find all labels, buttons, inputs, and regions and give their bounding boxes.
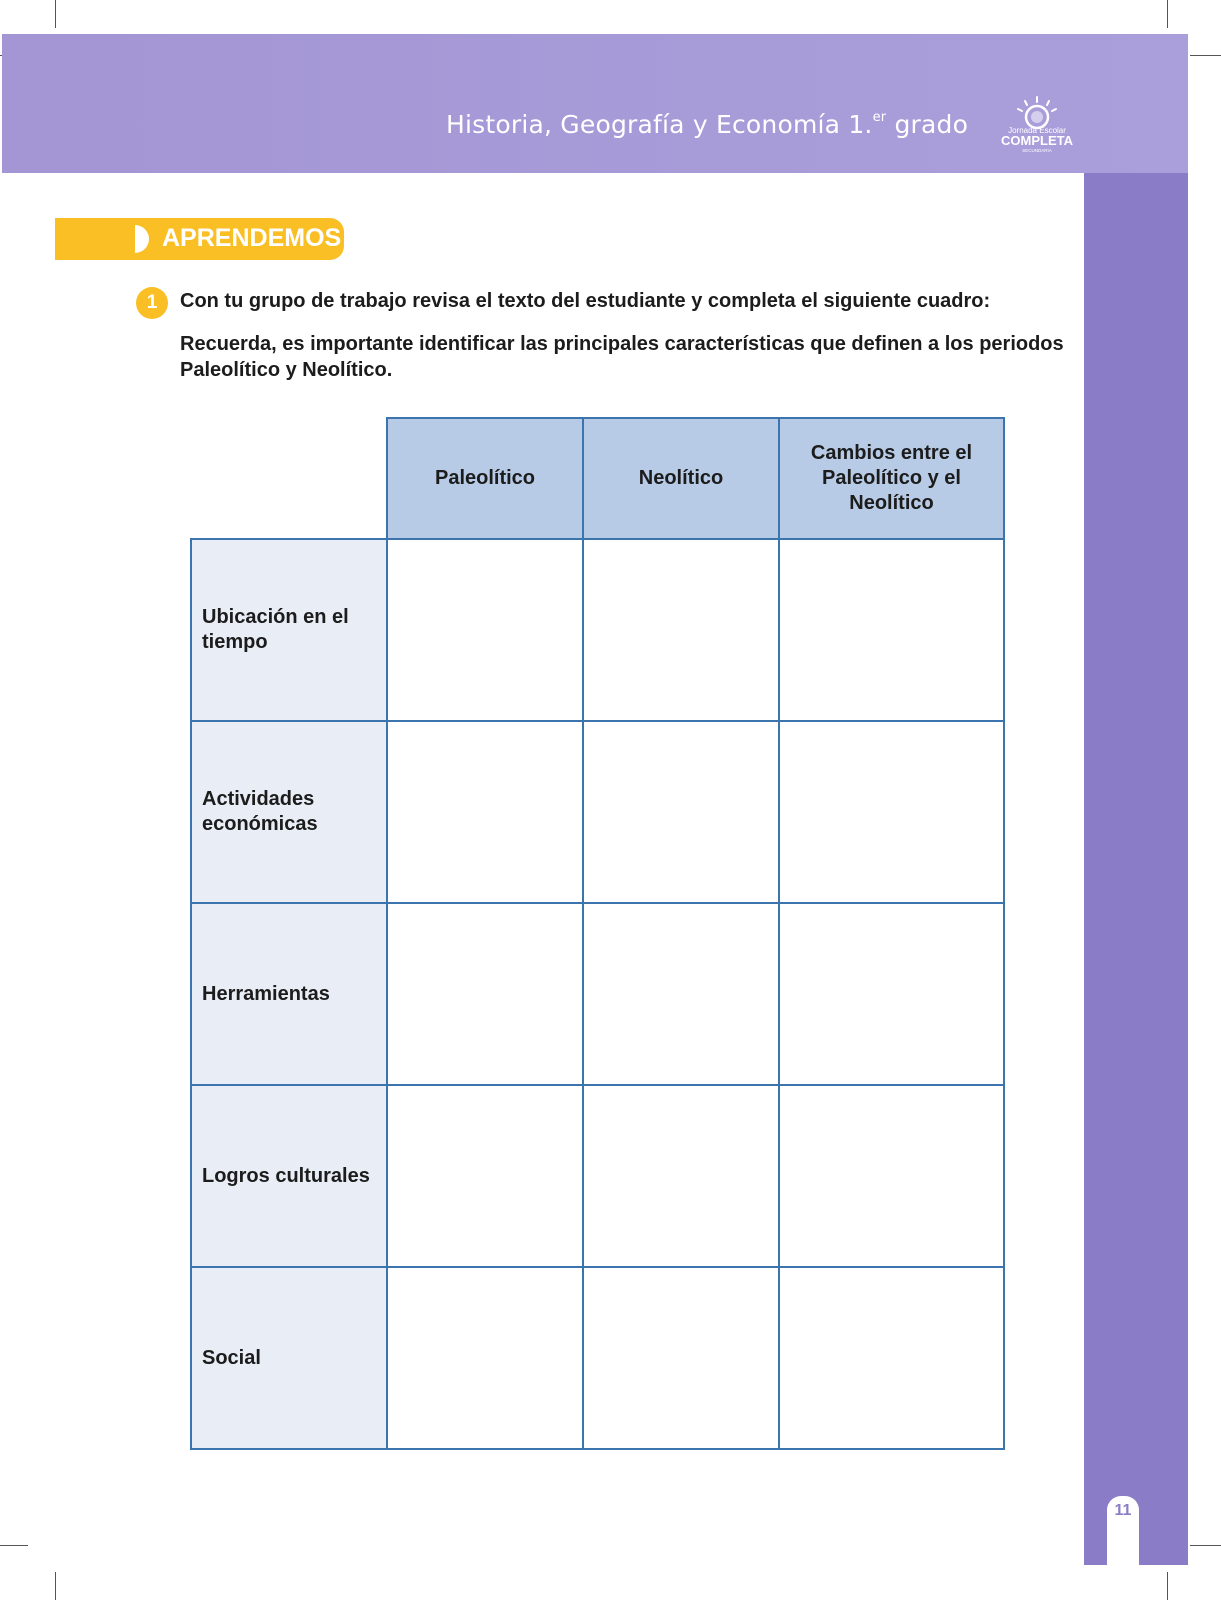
half-circle-icon — [135, 225, 149, 253]
answer-cell[interactable] — [386, 1084, 584, 1268]
column-header: Paleolítico — [386, 417, 584, 540]
column-header: Cambios entre el Paleolítico y el Neolítico — [778, 417, 1005, 540]
activity-reminder-line1: Recuerda, es importante identificar las principales características que definen a los periodos — [180, 333, 1064, 355]
answer-cell[interactable] — [778, 538, 1005, 722]
answer-cell[interactable] — [778, 1084, 1005, 1268]
activity-reminder-line2: Paleolítico y Neolítico. — [180, 359, 393, 381]
answer-cell[interactable] — [778, 1266, 1005, 1450]
answer-cell[interactable] — [778, 720, 1005, 904]
answer-cell[interactable] — [582, 1084, 780, 1268]
crop-mark — [1190, 55, 1221, 56]
answer-cell[interactable] — [582, 1266, 780, 1450]
section-label: APRENDEMOS — [162, 224, 342, 252]
crop-mark — [55, 1572, 56, 1600]
answer-cell[interactable] — [386, 1266, 584, 1450]
page-number: 11 — [1107, 1496, 1139, 1566]
answer-cell[interactable] — [582, 538, 780, 722]
svg-text:COMPLETA: COMPLETA — [1001, 133, 1073, 148]
answer-cell[interactable] — [778, 902, 1005, 1086]
row-header: Ubicación en el tiempo — [190, 538, 388, 722]
activity-instruction: Con tu grupo de trabajo revisa el texto del estudiante y completa el siguiente cuadro: — [180, 290, 991, 312]
row-header: Social — [190, 1266, 388, 1450]
answer-cell[interactable] — [386, 538, 584, 722]
crop-mark — [1167, 0, 1168, 28]
comparison-table — [191, 418, 1004, 1451]
svg-text:SECUNDARIA: SECUNDARIA — [1022, 148, 1052, 153]
answer-cell[interactable] — [386, 720, 584, 904]
crop-mark — [1190, 1545, 1221, 1546]
crop-mark — [1167, 1572, 1168, 1600]
answer-cell[interactable] — [582, 720, 780, 904]
side-band — [1084, 173, 1188, 1565]
sun-logo-icon — [996, 95, 1078, 155]
crop-mark — [55, 0, 56, 28]
svg-text:Jornada Escolar: Jornada Escolar — [1008, 126, 1066, 135]
crop-mark — [0, 1545, 28, 1546]
row-header: Logros culturales — [190, 1084, 388, 1268]
activity-number-badge: 1 — [136, 287, 168, 319]
row-header: Herramientas — [190, 902, 388, 1086]
column-header: Neolítico — [582, 417, 780, 540]
answer-cell[interactable] — [386, 902, 584, 1086]
section-tag — [55, 218, 344, 260]
answer-cell[interactable] — [582, 902, 780, 1086]
page-title: Historia, Geografía y Economía 1.$^{er}$ grado — [446, 109, 969, 139]
table-corner — [191, 418, 387, 539]
row-header: Actividades económicas — [190, 720, 388, 904]
